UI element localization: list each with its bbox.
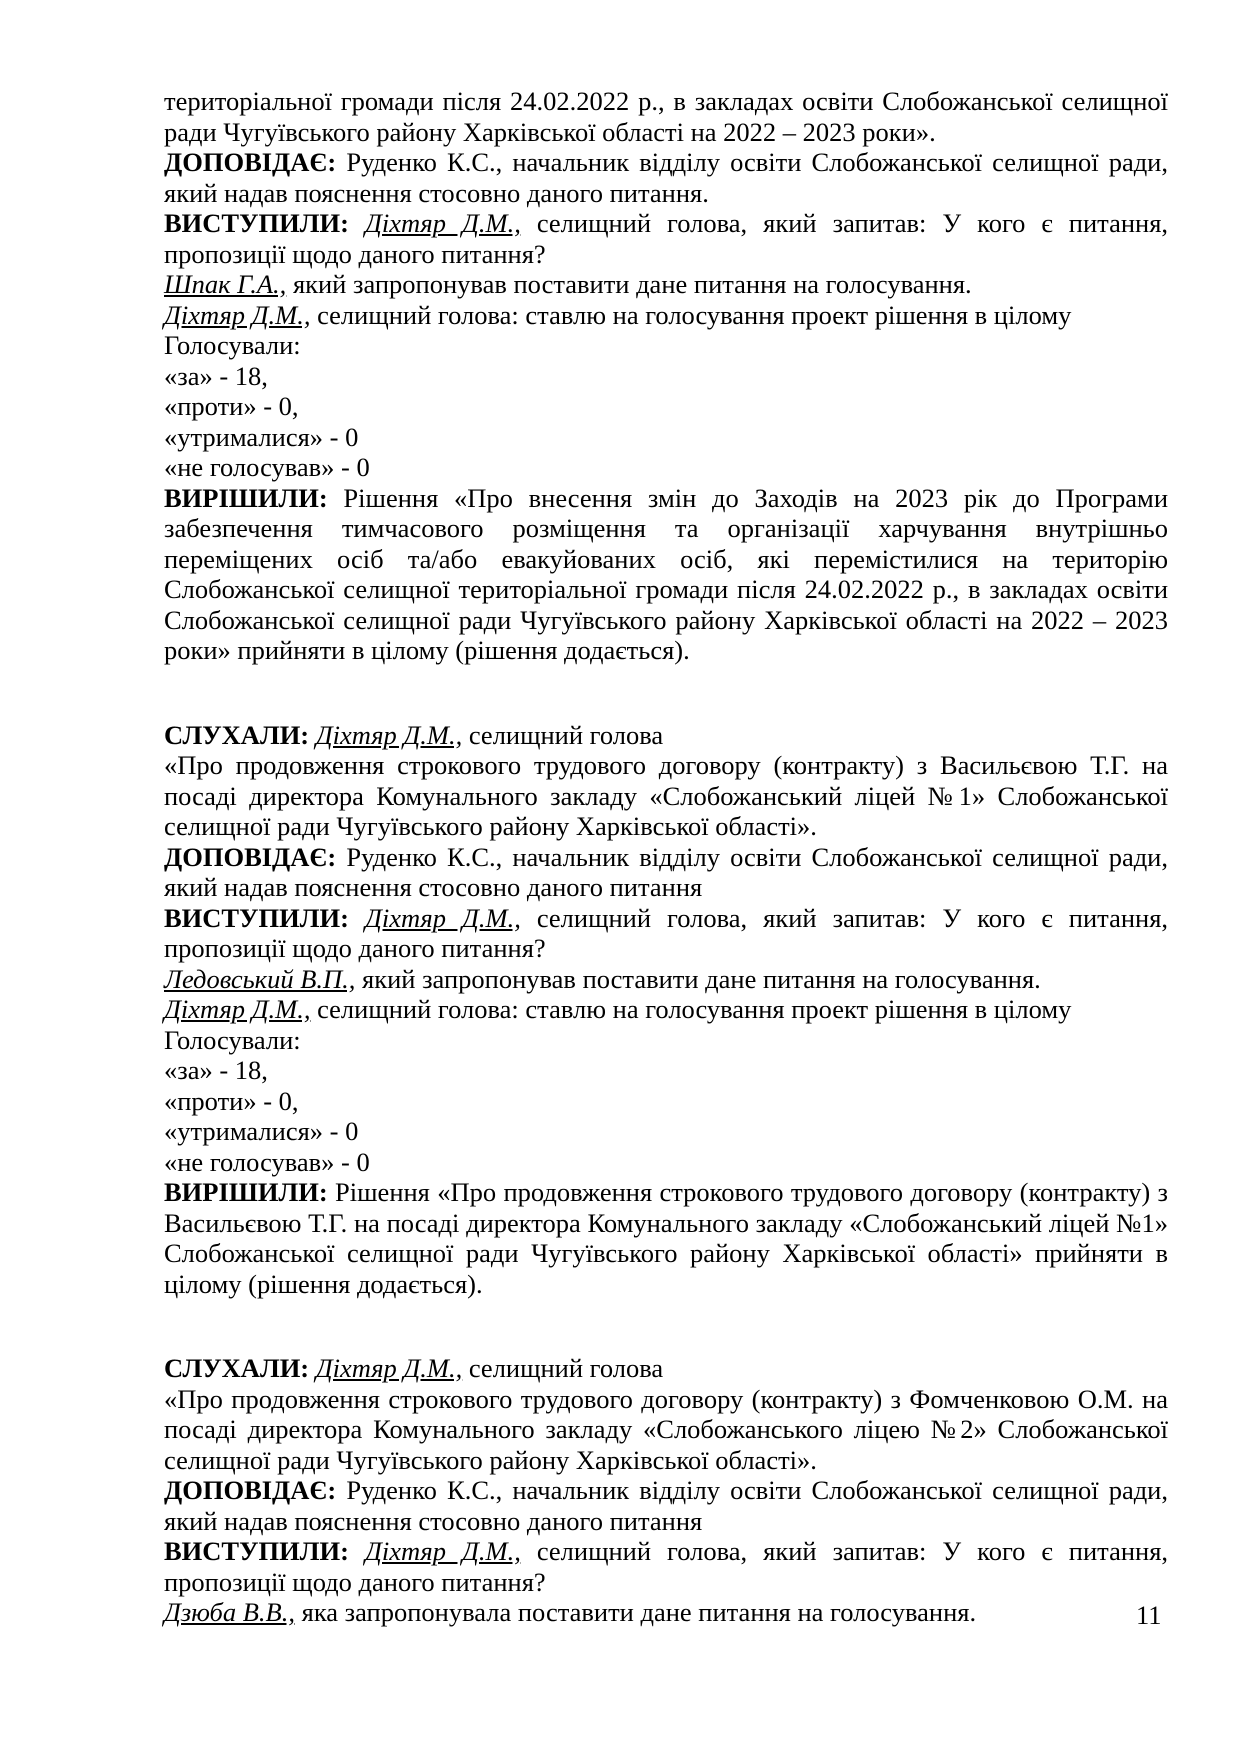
vote-for: «за» - 18, xyxy=(164,1055,268,1085)
vote-abstain: «утрималися» - 0 xyxy=(164,421,359,452)
speakers-paragraph xyxy=(164,1536,1168,1597)
proposer-name: Ледовський В.П., xyxy=(164,963,356,994)
vote-call-text: селищний голова: ставлю на голосування проект рішення в цілому xyxy=(310,299,1072,330)
speakers-label: ВИСТУПИЛИ: xyxy=(164,1536,349,1566)
voted-label: Голосували: xyxy=(164,1024,301,1055)
speakers-paragraph xyxy=(164,208,1168,269)
proposal-paragraph xyxy=(164,269,1168,300)
topic-paragraph: «Про продовження строкового трудового договору (контракту) з Васильєвою Т.Г. на посаді директора Комунального закладу «Слобожанський ліцей №1» Слобожанської селищної ради Чугуївського району Харківської області». xyxy=(164,750,1168,841)
page-number: 11 xyxy=(1136,1600,1162,1630)
heard-label: СЛУХАЛИ: xyxy=(164,1353,310,1383)
decision-text: Рішення «Про внесення змін до Заходів на 2023 рік до Програми забезпечення тимчасового розміщення та організації харчування внутрішньо переміщених осіб та/або евакуйованих осіб, які перемістилися на територію Слобожанської селищної територіальної громади після 24.02.2022 р., в закладах освіти Слобожанської селищної ради Чугуївського району Харківської області на 2022 – 2023 роки» прийняти в цілому (рішення додається). xyxy=(164,482,1168,665)
vote-call-paragraph xyxy=(164,300,1168,331)
reporter-paragraph xyxy=(164,1475,1168,1536)
voted-label: Голосували: xyxy=(164,330,301,360)
document-page xyxy=(164,86,1168,1628)
heard-paragraph xyxy=(164,720,1168,751)
vote-call-paragraph xyxy=(164,994,1168,1025)
speaker-text: селищний голова, який запитав: У кого є питання, пропозиції щодо даного питання? xyxy=(164,208,1169,269)
heard-role: селищний голова xyxy=(462,719,664,750)
speakers-label: ВИСТУПИЛИ: xyxy=(164,208,349,238)
speakers-paragraph xyxy=(164,903,1168,964)
reporter-paragraph xyxy=(164,147,1168,208)
vote-call-text: селищний голова: ставлю на голосування проект рішення в цілому xyxy=(310,994,1072,1024)
proposer-name: Дзюба В.В., xyxy=(164,1597,295,1627)
speaker-name: Діхтяр Д.М., xyxy=(364,208,521,238)
vote-for: «за» - 18, xyxy=(164,360,268,391)
speakers-label: ВИСТУПИЛИ: xyxy=(164,902,349,933)
vote-abstain: «утрималися» - 0 xyxy=(164,1116,359,1146)
speaker-text: селищний голова, який запитав: У кого є питання, пропозиції щодо даного питання? xyxy=(164,1536,1169,1597)
heard-label: СЛУХАЛИ: xyxy=(164,719,310,750)
proposal-paragraph xyxy=(164,1597,1168,1628)
reporter-text: Руденко К.С., начальник відділу освіти Слобожанської селищної ради, який надав пояснення стосовно даного питання xyxy=(164,841,1168,902)
section-spacer xyxy=(164,1299,1168,1353)
vote-against: «проти» - 0, xyxy=(164,1085,299,1116)
heard-role: селищний голова xyxy=(462,1353,664,1383)
speaker-name: Діхтяр Д.М., xyxy=(364,902,521,933)
paragraph-continuation: територіальної громади після 24.02.2022 р., в закладах освіти Слобожанської селищної ради Чугуївського району Харківської області на 2022 – 2023 роки». xyxy=(164,86,1168,147)
vote-against: «проти» - 0, xyxy=(164,391,299,421)
proposal-text: який запропонував поставити дане питання на голосування. xyxy=(286,269,972,299)
section-spacer xyxy=(164,666,1168,720)
heard-name: Діхтяр Д.М., xyxy=(315,1353,463,1383)
reporter-label: ДОПОВІДАЄ: xyxy=(164,147,337,177)
decision-text: Рішення «Про продовження строкового трудового договору (контракту) з Васильєвою Т.Г. на посаді директора Комунального закладу «Слобожанський ліцей №1» Слобожанської селищної ради Чугуївського району Харківської області» прийняти в цілому (рішення додається). xyxy=(164,1177,1168,1299)
proposal-paragraph xyxy=(164,964,1168,995)
heard-paragraph xyxy=(164,1353,1168,1384)
heard-name: Діхтяр Д.М., xyxy=(315,719,463,750)
decision-label: ВИРІШИЛИ: xyxy=(164,1177,328,1207)
proposal-text: який запропонував поставити дане питання на голосування. xyxy=(355,963,1041,994)
proposer-name: Шпак Г.А., xyxy=(164,269,287,299)
vote-not-voted: «не голосував» - 0 xyxy=(164,452,370,482)
chair-name: Діхтяр Д.М., xyxy=(164,994,311,1024)
speaker-name: Діхтяр Д.М., xyxy=(364,1536,521,1566)
chair-name: Діхтяр Д.М., xyxy=(164,299,311,330)
vote-not-voted: «не голосував» - 0 xyxy=(164,1146,370,1177)
reporter-paragraph xyxy=(164,842,1168,903)
speaker-text: селищний голова, який запитав: У кого є питання, пропозиції щодо даного питання? xyxy=(164,902,1169,963)
reporter-label: ДОПОВІДАЄ: xyxy=(164,841,337,872)
decision-label: ВИРІШИЛИ: xyxy=(164,482,328,513)
reporter-text: Руденко К.С., начальник відділу освіти Слобожанської селищної ради, який надав пояснення стосовно даного питання. xyxy=(164,147,1168,208)
decision-paragraph xyxy=(164,483,1168,666)
reporter-label: ДОПОВІДАЄ: xyxy=(164,1475,337,1505)
proposal-text: яка запропонувала поставити дане питання на голосування. xyxy=(295,1597,977,1627)
decision-paragraph xyxy=(164,1177,1168,1299)
topic-paragraph: «Про продовження строкового трудового договору (контракту) з Фомченковою О.М. на посаді директора Комунального закладу «Слобожанського ліцею №2» Слобожанської селищної ради Чугуївського району Харківської області». xyxy=(164,1383,1168,1475)
reporter-text: Руденко К.С., начальник відділу освіти Слобожанської селищної ради, який надав пояснення стосовно даного питання xyxy=(164,1475,1168,1536)
